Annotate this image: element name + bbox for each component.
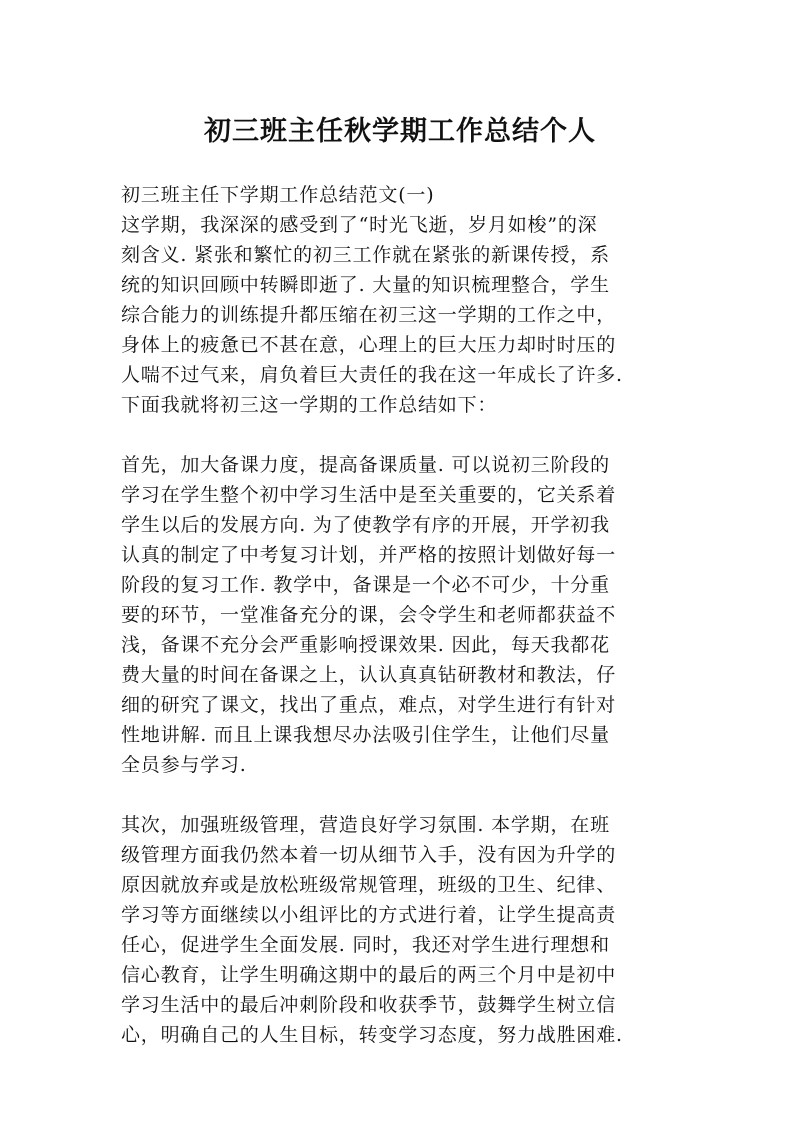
paragraph-spacer <box>121 780 669 810</box>
paragraph-line: 信心教育，让学生明确这期中的最后的两三个月中是初中 <box>121 964 617 986</box>
paragraph-line: 原因就放弃或是放松班级常规管理，班级的卫生、纪律、 <box>121 874 617 896</box>
paragraph-line: 学习生活中的最后冲刺阶段和收获季节，鼓舞学生树立信 <box>121 994 617 1016</box>
paragraph-line: 费大量的时间在备课之上，认认真真钻研教材和教法，仔 <box>121 664 617 686</box>
paragraph-line: 下面我就将初三这一学期的工作总结如下： <box>121 394 498 416</box>
paragraph-line: 学生以后的发展方向. 为了使教学有序的开展，开学初我 <box>121 514 610 536</box>
paragraph-line: 级管理方面我仍然本着一切从细节入手，没有因为升学的 <box>121 844 617 866</box>
paragraph-line: 首先，加大备课力度，提高备课质量. 可以说初三阶段的 <box>121 454 610 476</box>
paragraph-line: 全员参与学习. <box>121 754 247 776</box>
document-title: 初三班主任秋学期工作总结个人 <box>204 116 596 147</box>
document-body <box>121 180 669 1050</box>
paragraph-line: 要的环节，一堂准备充分的课，会令学生和老师都获益不 <box>121 604 617 626</box>
paragraph-3 <box>121 810 669 1050</box>
paragraph-line: 人喘不过气来，肩负着巨大责任的我在这一年成长了许多. <box>121 364 623 386</box>
paragraph-line: 任心，促进学生全面发展. 同时，我还对学生进行理想和 <box>121 934 610 956</box>
paragraph-line: 细的研究了课文，找出了重点，难点，对学生进行有针对 <box>121 694 617 716</box>
paragraph-1 <box>121 210 669 420</box>
paragraph-spacer <box>121 420 669 450</box>
paragraph-line: 阶段的复习工作. 教学中，备课是一个必不可少，十分重 <box>121 574 610 596</box>
paragraph-line: 其次，加强班级管理，营造良好学习氛围. 本学期，在班 <box>121 814 610 836</box>
document-subtitle: 初三班主任下学期工作总结范文(一) <box>121 184 435 206</box>
paragraph-line: 学习在学生整个初中学习生活中是至关重要的，它关系着 <box>121 484 617 506</box>
paragraph-line: 综合能力的训练提升都压缩在初三这一学期的工作之中， <box>121 304 617 326</box>
paragraph-line: 性地讲解. 而且上课我想尽办法吸引住学生，让他们尽量 <box>121 724 610 746</box>
paragraph-line: 学习等方面继续以小组评比的方式进行着，让学生提高责 <box>121 904 617 926</box>
paragraph-line: 浅，备课不充分会严重影响授课效果. 因此，每天我都花 <box>121 634 610 656</box>
paragraph-line: 身体上的疲惫已不甚在意，心理上的巨大压力却时时压的 <box>121 334 617 356</box>
paragraph-line: 刻含义. 紧张和繁忙的初三工作就在紧张的新课传授，系 <box>121 244 610 266</box>
paragraph-line: 认真的制定了中考复习计划，并严格的按照计划做好每一 <box>121 544 617 566</box>
paragraph-line: 统的知识回顾中转瞬即逝了. 大量的知识梳理整合，学生 <box>121 274 610 296</box>
paragraph-2 <box>121 450 669 780</box>
paragraph-line: 心，明确自己的人生目标，转变学习态度，努力战胜困难. <box>121 1024 623 1046</box>
paragraph-line: 这学期，我深深的感受到了“时光飞逝，岁月如梭”的深 <box>121 214 598 236</box>
